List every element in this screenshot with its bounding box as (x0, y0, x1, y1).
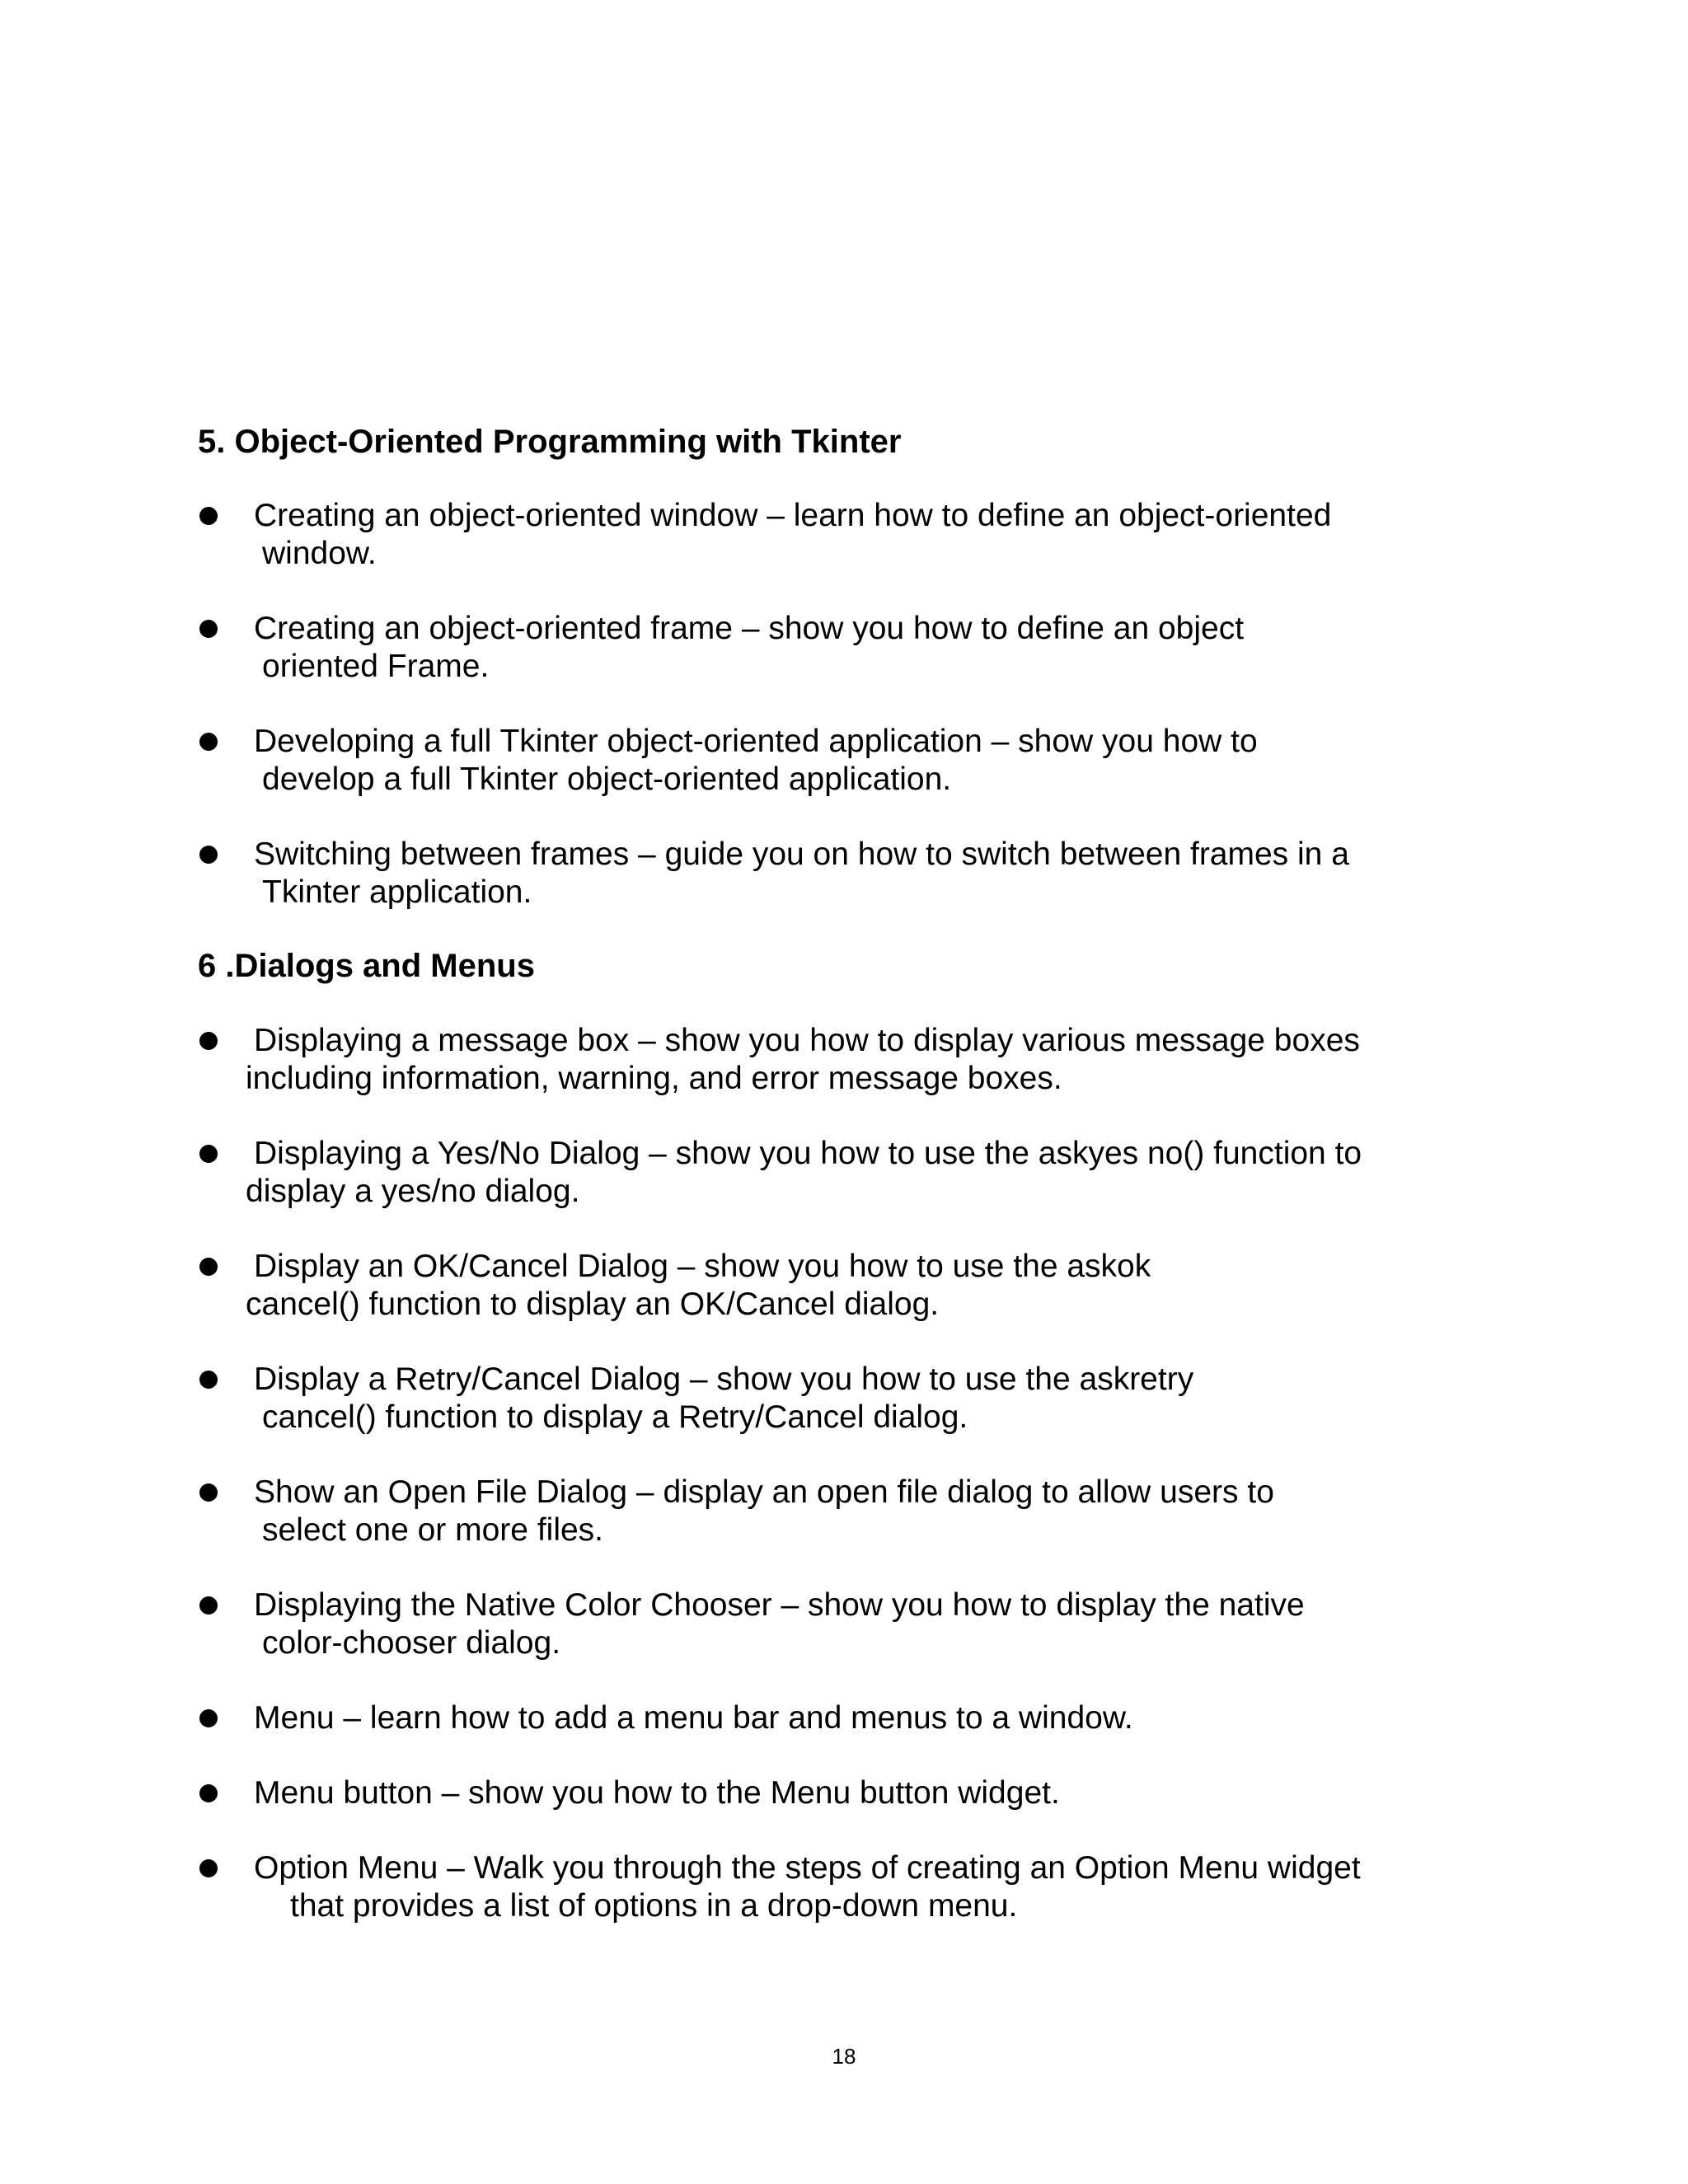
item-text-line-1: Displaying a message box – show you how to display various message boxes (254, 1023, 1360, 1058)
item-text-line-2: Tkinter application. (262, 874, 532, 910)
item-text-line-2: window. (262, 536, 377, 571)
item-text-line-2: color-chooser dialog. (262, 1625, 561, 1661)
bullet-icon (199, 1258, 218, 1276)
item-text-line-2: display a yes/no dialog. (246, 1174, 580, 1209)
bullet-icon (199, 1784, 218, 1802)
item-text-line-1: Display an OK/Cancel Dialog – show you how to use the askok (254, 1249, 1151, 1284)
item-text-line-1: Switching between frames – guide you on how to switch between frames in a (254, 837, 1349, 872)
item-text-line-2: develop a full Tkinter object-oriented application. (262, 762, 952, 797)
bullet-icon (199, 1709, 218, 1727)
item-text-line-2: cancel() function to display an OK/Cancel dialog. (246, 1286, 940, 1322)
item-text-line-1: Displaying the Native Color Chooser – show you how to display the native (254, 1587, 1305, 1623)
item-text-line-2: oriented Frame. (262, 649, 490, 684)
section-5-heading: 5. Object-Oriented Programming with Tkinter (198, 424, 902, 460)
item-text-line-2: cancel() function to display a Retry/Cancel dialog. (262, 1399, 968, 1435)
item-text-line-1: Creating an object-oriented window – learn how to define an object-oriented (254, 498, 1332, 533)
item-text-line-1: Developing a full Tkinter object-oriented application – show you how to (254, 724, 1258, 759)
item-text-line-1: Display a Retry/Cancel Dialog – show you how to use the askretry (254, 1361, 1194, 1397)
item-text-line-1: Creating an object-oriented frame – show you how to define an object (254, 611, 1245, 646)
item-text-line-2: including information, warning, and error message boxes. (246, 1061, 1062, 1096)
item-text-line-1: Option Menu – Walk you through the steps of creating an Option Menu widget (254, 1850, 1361, 1886)
bullet-icon (199, 733, 218, 751)
bullet-icon (199, 620, 218, 638)
bullet-icon (199, 1145, 218, 1163)
item-text-line-1: Menu – learn how to add a menu bar and menus to a window. (254, 1700, 1133, 1736)
bullet-icon (199, 1596, 218, 1615)
bullet-icon (199, 1032, 218, 1050)
page-number: 18 (832, 2044, 856, 2069)
item-text-line-2: that provides a list of options in a drop-down menu. (290, 1888, 1018, 1924)
item-text-line-1: Show an Open File Dialog – display an open file dialog to allow users to (254, 1474, 1274, 1510)
item-text-line-1: Menu button – show you how to the Menu button widget. (254, 1775, 1060, 1811)
bullet-icon (199, 1371, 218, 1389)
bullet-icon (199, 846, 218, 864)
item-text-line-2: select one or more files. (262, 1512, 604, 1548)
section-6-heading: 6 .Dialogs and Menus (198, 948, 535, 984)
bullet-icon (199, 507, 218, 525)
bullet-icon (199, 1859, 218, 1877)
bullet-icon (199, 1483, 218, 1502)
item-text-line-1: Displaying a Yes/No Dialog – show you how to use the askyes no() function to (254, 1136, 1362, 1171)
